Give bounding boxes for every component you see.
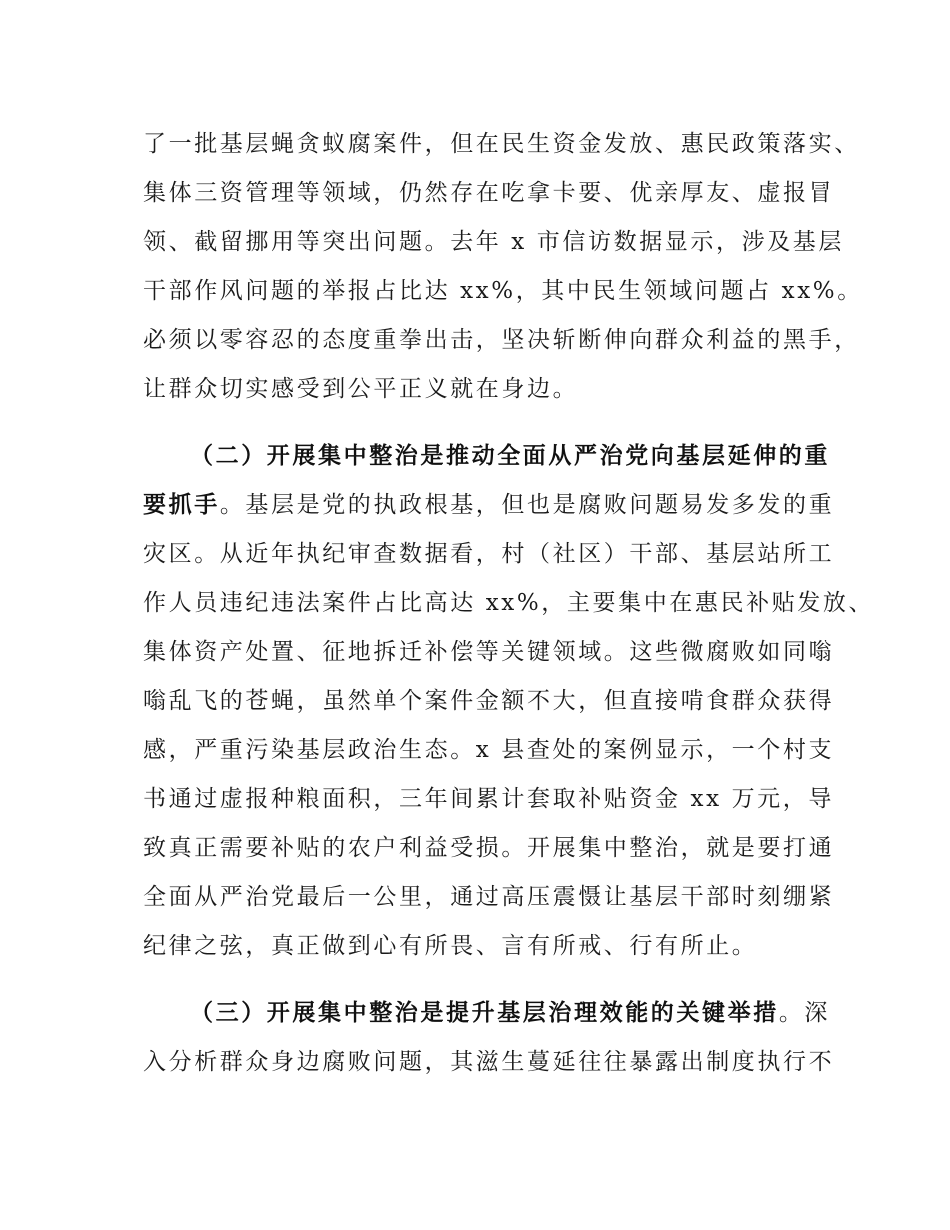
paragraph-line: 致真正需要补贴的农户利益受损。开展集中整治，就是要打通 — [143, 835, 835, 861]
paragraph-line: 纪律之弦，真正做到心有所畏、言有所戒、行有所止。 — [143, 933, 758, 959]
paragraph-line: 嗡乱飞的苍蝇，虽然单个案件金额不大，但直接啃食群众获得 — [143, 688, 835, 714]
paragraph-line: 让群众切实感受到公平正义就在身边。 — [143, 376, 579, 402]
section-3-heading: （三）开展集中整治是提升基层治理效能的关键举措 — [190, 1000, 779, 1026]
paragraph-line: 集体三资管理等领域，仍然存在吃拿卡要、优亲厚友、虚报冒 — [143, 180, 835, 206]
paragraph-line: 书通过虚报种粮面积，三年间累计套取补贴资金 xx 万元，导 — [143, 786, 834, 812]
section-2-heading: （二）开展集中整治是推动全面从严治党向基层延伸的重 — [190, 443, 830, 469]
paragraph-line: 了一批基层蝇贪蚁腐案件，但在民生资金发放、惠民政策落实、 — [143, 131, 860, 157]
paragraph-line: 全面从严治党最后一公里，通过高压震慑让基层干部时刻绷紧 — [143, 884, 835, 910]
paragraph-line: 集体资产处置、征地拆迁补偿等关键领域。这些微腐败如同嗡 — [143, 639, 835, 665]
section-2-heading-end: 要抓手 — [143, 492, 220, 518]
paragraph-line: 灾区。从近年执纪审查数据看，村（社区）干部、基层站所工 — [143, 541, 835, 567]
section-2-heading-continuation — [143, 490, 843, 520]
paragraph-line: 必须以零容忍的态度重拳出击，坚决斩断伸向群众利益的黑手， — [143, 327, 860, 353]
section-3-body-start: 。深 — [778, 1000, 831, 1026]
paragraph-line: 入分析群众身边腐败问题，其滋生蔓延往往暴露出制度执行不 — [143, 1049, 835, 1075]
paragraph-line: 作人员违纪违法案件占比高达 xx%，主要集中在惠民补贴发放、 — [143, 590, 875, 616]
paragraph-line: 干部作风问题的举报占比达 xx%，其中民生领域问题占 xx%。 — [143, 278, 863, 304]
section-2-body-start: 。基层是党的执政根基，但也是腐败问题易发多发的重 — [219, 492, 835, 518]
paragraph-line: 领、截留挪用等突出问题。去年 x 市信访数据显示，涉及基层 — [143, 229, 844, 255]
section-3-heading-line — [190, 998, 890, 1028]
paragraph-line: 感，严重污染基层政治生态。x 县查处的案例显示，一个村支 — [143, 737, 835, 763]
